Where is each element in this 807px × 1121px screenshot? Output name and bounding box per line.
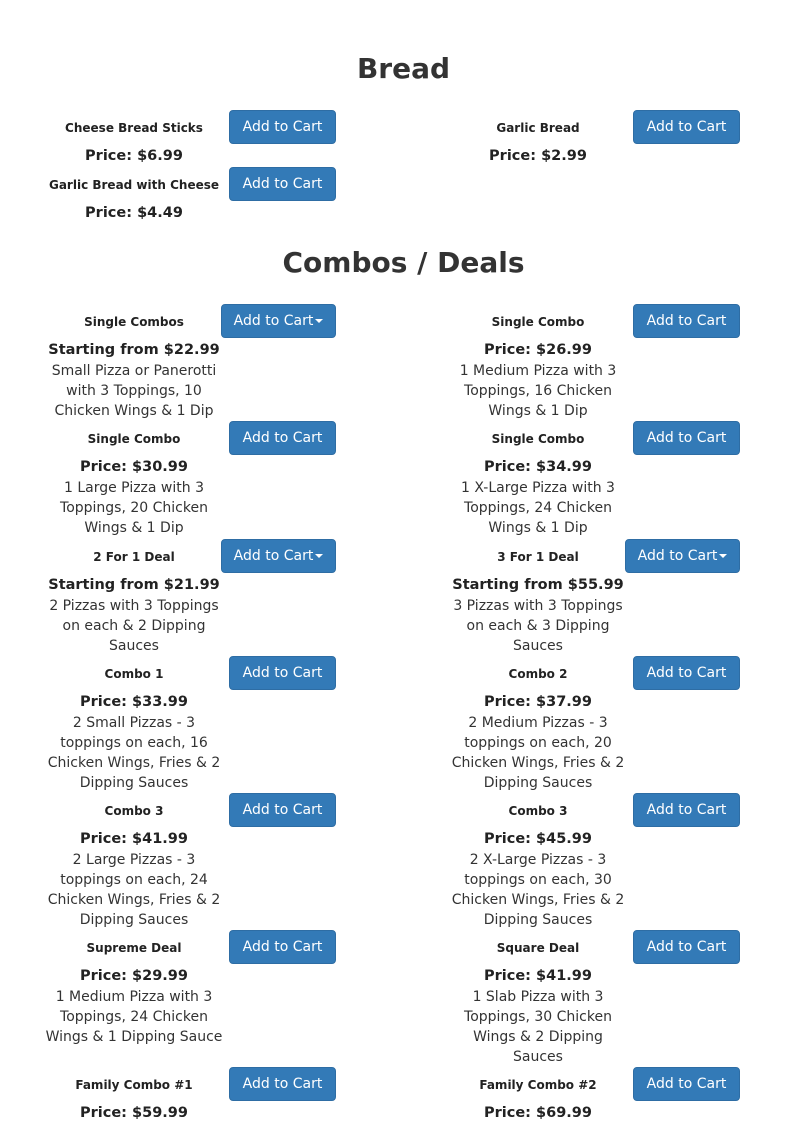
item-name: Supreme Deal (86, 941, 182, 955)
item-price: Price: $2.99 (489, 148, 587, 164)
item-name: 2 For 1 Deal (93, 550, 175, 564)
caret-down-icon (315, 319, 323, 323)
add-to-cart-dropdown-button[interactable] (221, 539, 336, 573)
menu-item-3-for-1-deal (404, 539, 807, 654)
add-to-cart-button[interactable]: Add to Cart (633, 930, 740, 964)
item-price: Price: $59.99 (80, 1105, 188, 1121)
item-name: Family Combo #1 (75, 1078, 193, 1092)
menu-item-single-combos (0, 304, 404, 419)
item-name: 3 For 1 Deal (497, 550, 579, 564)
menu-item-combo-3-xlarge (404, 793, 807, 928)
combos-section-title: Combos / Deals (282, 246, 525, 279)
item-price: Price: $34.99 (484, 459, 592, 475)
item-price: Price: $33.99 (80, 694, 188, 710)
item-price: Price: $4.49 (85, 205, 183, 221)
item-name: Single Combos (84, 315, 184, 329)
button-label: Add to Cart (233, 313, 314, 329)
menu-item-family-combo-2 (404, 1067, 807, 1121)
item-price: Starting from $55.99 (452, 577, 624, 593)
menu-item-2-for-1-deal (0, 539, 404, 654)
menu-item-garlic-bread-with-cheese (0, 167, 404, 221)
item-description: 1 Slab Pizza with 3 Toppings, 30 Chicken Wings & 2 Dipping Sauces (464, 989, 612, 1065)
item-name: Garlic Bread with Cheese (48, 178, 219, 192)
item-price: Starting from $21.99 (48, 577, 220, 593)
add-to-cart-button[interactable]: Add to Cart (633, 304, 740, 338)
item-price: Price: $69.99 (484, 1105, 592, 1121)
item-name: Cheese Bread Sticks (65, 121, 203, 135)
caret-down-icon (315, 554, 323, 558)
add-to-cart-button[interactable]: Add to Cart (633, 656, 740, 690)
add-to-cart-button[interactable]: Add to Cart (633, 110, 740, 144)
add-to-cart-button[interactable]: Add to Cart (229, 656, 336, 690)
item-name: Garlic Bread (496, 121, 580, 135)
button-label: Add to Cart (233, 548, 314, 564)
add-to-cart-button[interactable]: Add to Cart (229, 167, 336, 201)
item-name: Single Combo (491, 315, 585, 329)
add-to-cart-button[interactable]: Add to Cart (633, 1067, 740, 1101)
item-price: Starting from $22.99 (48, 342, 220, 358)
item-description: 1 X-Large Pizza with 3 Toppings, 24 Chicken Wings & 1 Dip (461, 480, 615, 536)
add-to-cart-button[interactable]: Add to Cart (633, 793, 740, 827)
item-price: Price: $45.99 (484, 831, 592, 847)
item-price: Price: $6.99 (85, 148, 183, 164)
item-price: Price: $41.99 (80, 831, 188, 847)
item-name: Combo 3 (508, 804, 568, 818)
item-description: 2 Pizzas with 3 Toppings on each & 2 Dipping Sauces (49, 598, 219, 654)
item-description: 1 Medium Pizza with 3 Toppings, 16 Chicken Wings & 1 Dip (459, 363, 617, 419)
add-to-cart-button[interactable]: Add to Cart (229, 1067, 336, 1101)
menu-item-single-combo-large (0, 421, 404, 536)
menu-item-single-combo-medium (404, 304, 807, 419)
item-description: 2 Medium Pizzas - 3 toppings on each, 20 Chicken Wings, Fries & 2 Dipping Sauces (451, 715, 625, 791)
add-to-cart-button[interactable]: Add to Cart (229, 793, 336, 827)
item-price: Price: $26.99 (484, 342, 592, 358)
item-name: Combo 2 (508, 667, 568, 681)
item-description: 1 Large Pizza with 3 Toppings, 20 Chicken Wings & 1 Dip (60, 480, 208, 536)
item-description: 2 X-Large Pizzas - 3 toppings on each, 30 Chicken Wings, Fries & 2 Dipping Sauces (451, 852, 625, 928)
menu-item-garlic-bread (404, 110, 807, 164)
add-to-cart-dropdown-button[interactable] (221, 304, 336, 338)
item-price: Price: $37.99 (484, 694, 592, 710)
menu-item-family-combo-1 (0, 1067, 404, 1121)
add-to-cart-dropdown-button[interactable] (625, 539, 740, 573)
item-description: 2 Small Pizzas - 3 toppings on each, 16 Chicken Wings, Fries & 2 Dipping Sauces (47, 715, 221, 791)
menu-item-square-deal (404, 930, 807, 1065)
menu-item-combo-2 (404, 656, 807, 791)
item-name: Combo 1 (104, 667, 164, 681)
add-to-cart-button[interactable]: Add to Cart (229, 930, 336, 964)
item-name: Combo 3 (104, 804, 164, 818)
add-to-cart-button[interactable]: Add to Cart (633, 421, 740, 455)
bread-section-title: Bread (356, 52, 451, 85)
item-name: Family Combo #2 (479, 1078, 597, 1092)
item-name: Single Combo (491, 432, 585, 446)
caret-down-icon (719, 554, 727, 558)
add-to-cart-button[interactable]: Add to Cart (229, 421, 336, 455)
menu-item-cheese-bread-sticks (0, 110, 404, 164)
menu-item-supreme-deal (0, 930, 404, 1045)
item-price: Price: $30.99 (80, 459, 188, 475)
menu-item-combo-3-large (0, 793, 404, 928)
item-price: Price: $41.99 (484, 968, 592, 984)
item-description: 2 Large Pizzas - 3 toppings on each, 24 Chicken Wings, Fries & 2 Dipping Sauces (47, 852, 221, 928)
menu-item-combo-1 (0, 656, 404, 791)
item-price: Price: $29.99 (80, 968, 188, 984)
menu-item-single-combo-xlarge (404, 421, 807, 536)
item-description: 1 Medium Pizza with 3 Toppings, 24 Chicken Wings & 1 Dipping Sauce (45, 989, 223, 1045)
item-description: Small Pizza or Panerotti with 3 Toppings, 10 Chicken Wings & 1 Dip (51, 363, 217, 419)
button-label: Add to Cart (637, 548, 718, 564)
item-name: Single Combo (87, 432, 181, 446)
item-description: 3 Pizzas with 3 Toppings on each & 3 Dipping Sauces (453, 598, 623, 654)
item-name: Square Deal (496, 941, 580, 955)
add-to-cart-button[interactable]: Add to Cart (229, 110, 336, 144)
